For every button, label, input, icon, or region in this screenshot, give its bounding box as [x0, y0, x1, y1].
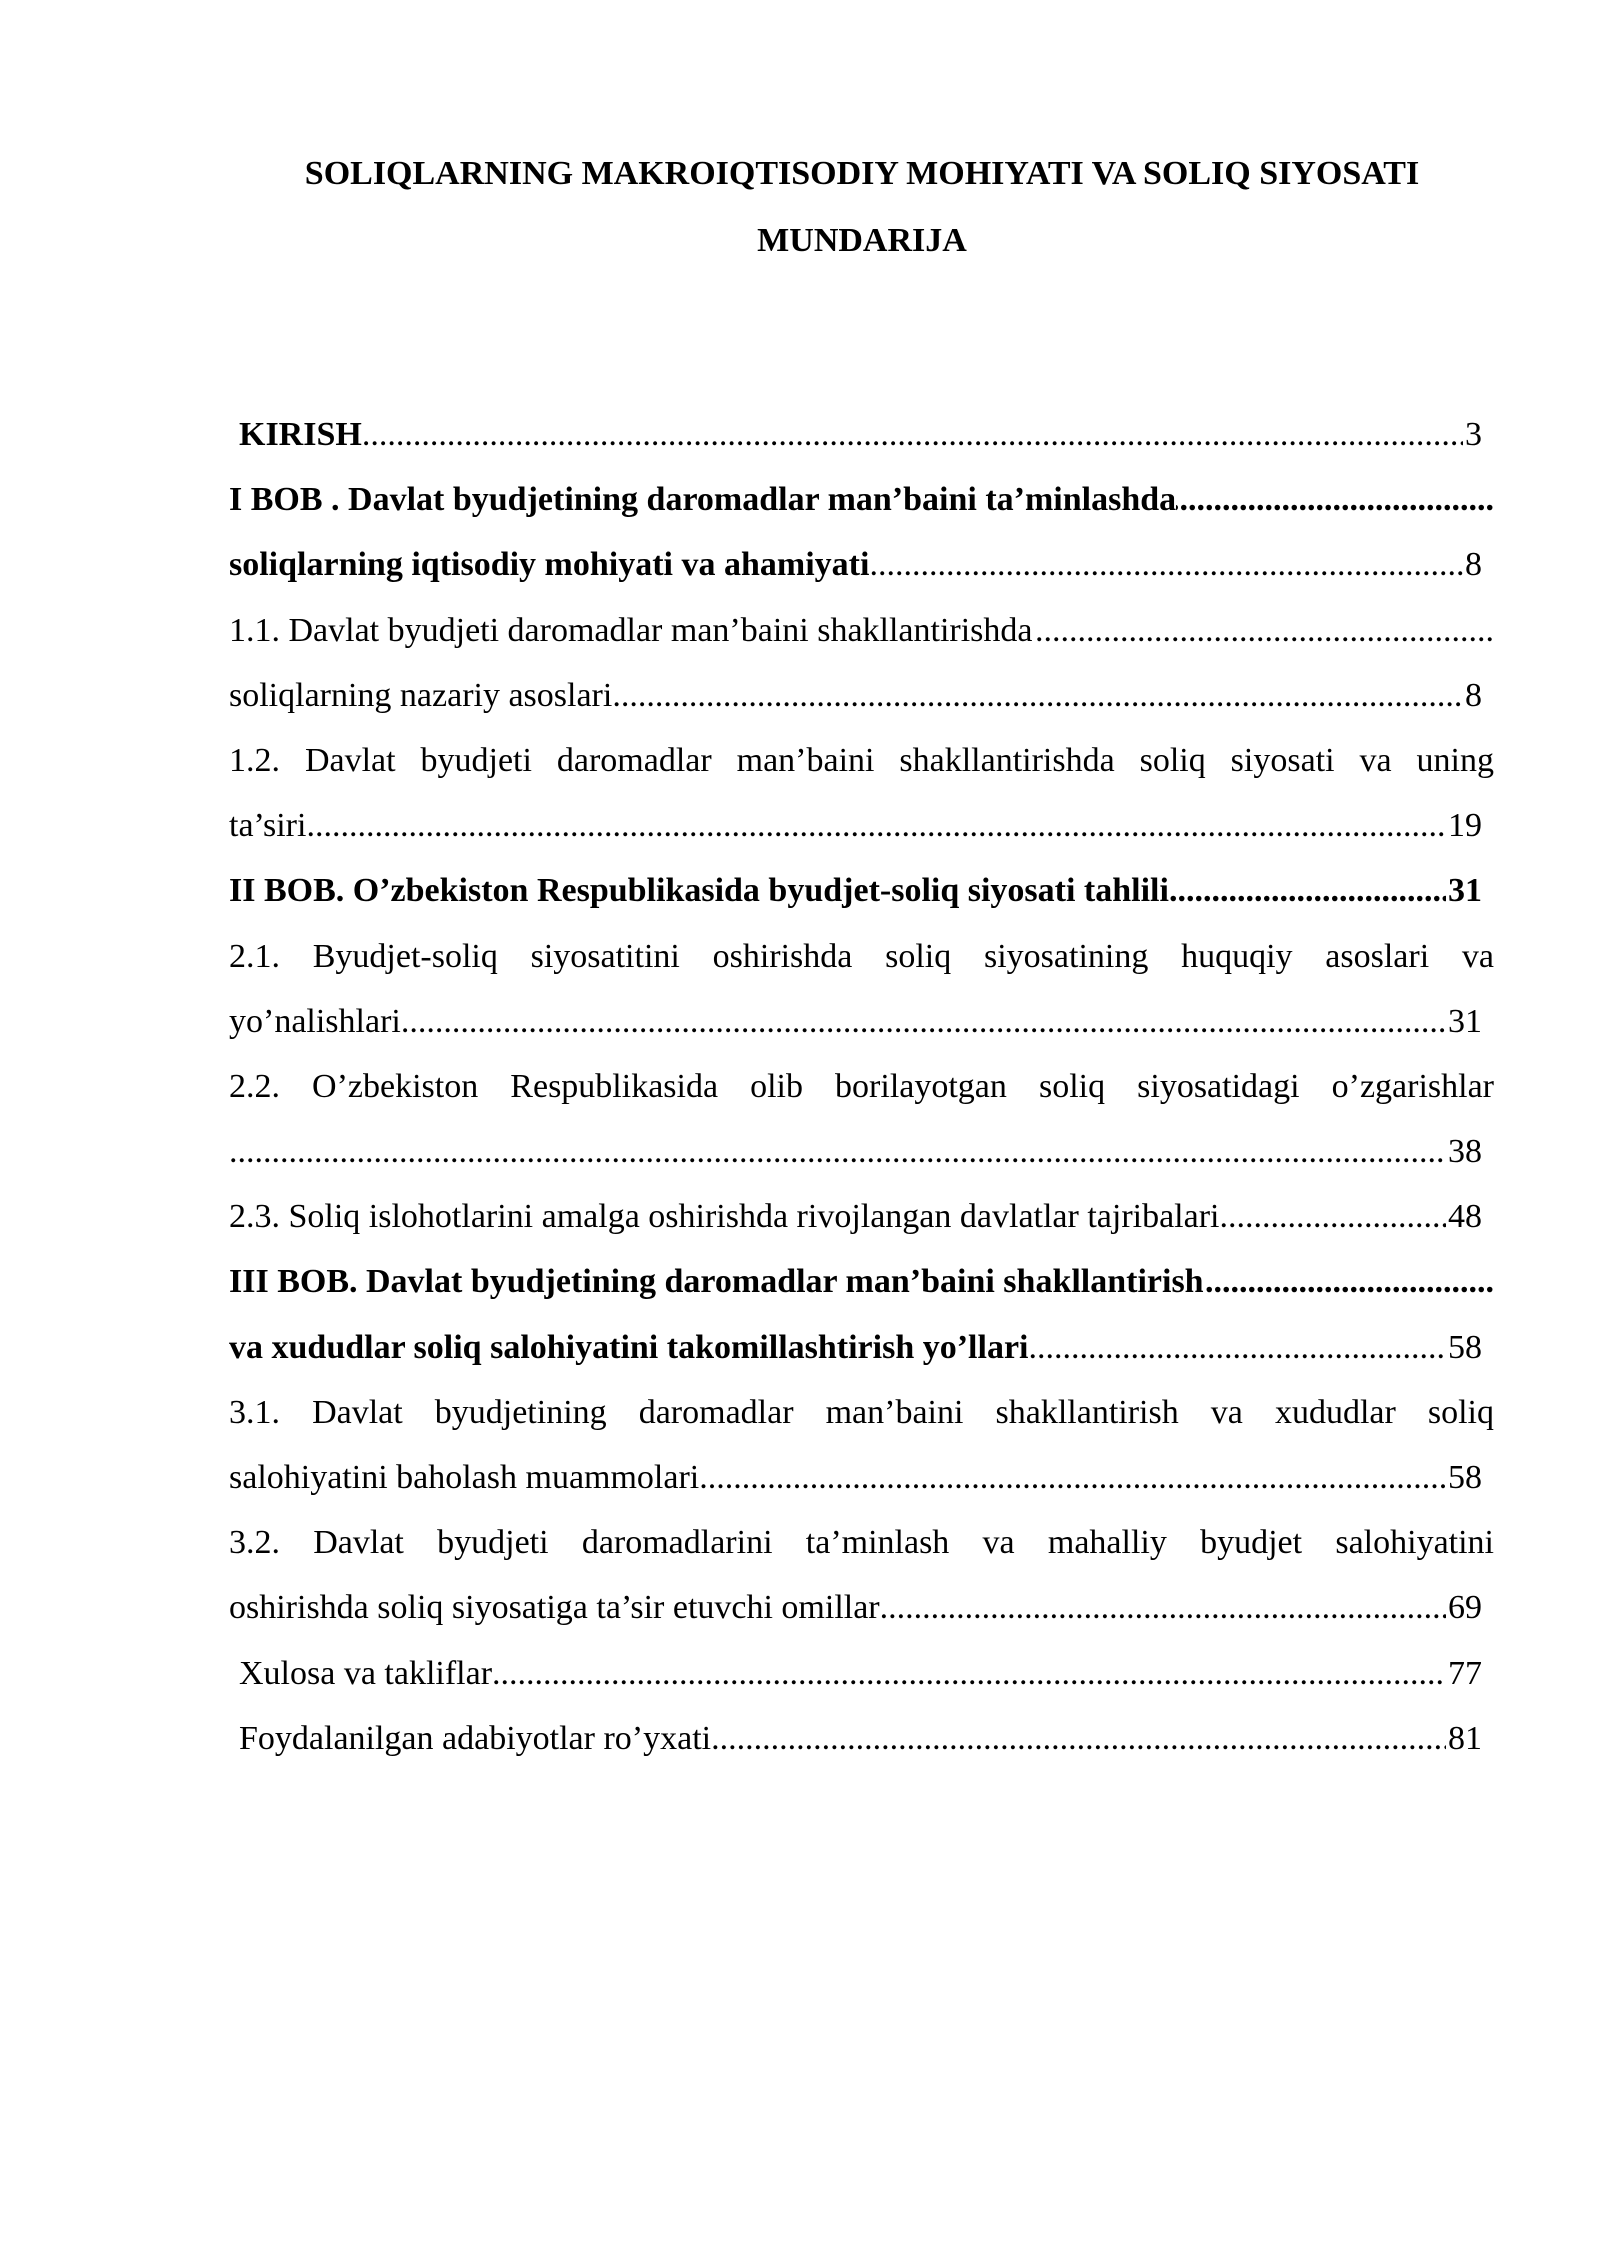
toc-entry-chapter-2[interactable]: [229, 868, 1494, 933]
toc-entry-text: soliqlarning iqtisodiy mohiyati va ahamiyati: [229, 546, 870, 584]
toc-page-number: 3: [1465, 416, 1482, 453]
toc-entry-text: III BOB. Davlat byudjetining daromadlar man’baini shakllantirish: [229, 1263, 1204, 1301]
toc-entry-section-2-1-line2[interactable]: [229, 999, 1494, 1064]
leader-dots: [869, 545, 1463, 585]
leader-dots: [1204, 1262, 1494, 1302]
toc-entry-conclusion[interactable]: [229, 1651, 1494, 1716]
toc-entry-section-1-2-line2[interactable]: [229, 803, 1494, 868]
leader-dots: [1219, 1197, 1446, 1237]
toc-page-number: 58: [1448, 1328, 1482, 1366]
leader-dots: [612, 676, 1463, 716]
document-title: SOLIQLARNING MAKROIQTISODIY MOHIYATI VA SOLIQ SIYOSATI: [304, 155, 1420, 192]
leader-dots: [699, 1458, 1446, 1498]
toc-entry-chapter-3-line2[interactable]: [229, 1325, 1494, 1390]
toc-page-number: 31: [1448, 872, 1482, 910]
toc-entry-text: I BOB . Davlat byudjetining daromadlar man’baini ta’minlashda: [229, 481, 1177, 519]
toc-entry-text: oshirishda soliq siyosatiga ta’sir etuvchi omillar: [229, 1589, 880, 1627]
toc-entry-text: 1.1. Davlat byudjeti daromadlar man’baini shakllantirishda: [229, 611, 1033, 649]
toc-page-number: 8: [1465, 546, 1482, 584]
leader-dots: [1028, 1328, 1446, 1368]
toc-entry-chapter-3-line1[interactable]: [229, 1259, 1494, 1324]
leader-dots: [711, 1719, 1446, 1759]
toc-entry-section-1-1-line1[interactable]: [229, 608, 1494, 673]
toc-entry-section-2-3[interactable]: [229, 1194, 1494, 1259]
toc-entry-text: KIRISH: [239, 416, 362, 453]
toc-entry-text: 3.1. Davlat byudjetining daromadlar man’baini shakllantirish va xududlar soliq: [229, 1393, 1494, 1431]
toc-entry-text: va xududlar soliq salohiyatini takomillashtirish yo’llari: [229, 1328, 1029, 1366]
toc-entry-kirish[interactable]: [229, 412, 1494, 477]
toc-entry-text: soliqlarning nazariy asoslari: [229, 676, 613, 714]
toc-page-number: 81: [1448, 1719, 1482, 1757]
leader-dots: [492, 1654, 1446, 1694]
toc-heading: MUNDARIJA: [757, 222, 967, 259]
toc-entry-section-3-2-line2[interactable]: [229, 1585, 1494, 1650]
toc-entry-text: salohiyatini baholash muammolari: [229, 1459, 700, 1496]
leader-dots: [1033, 611, 1495, 651]
toc-entry-text: 2.2. O’zbekiston Respublikasida olib borilayotgan soliq siyosatidagi o’zgarishlar: [229, 1067, 1494, 1105]
toc-page-number: 77: [1448, 1654, 1482, 1692]
toc-entry-text: 3.2. Davlat byudjeti daromadlarini ta’minlash va mahalliy byudjet salohiyatini: [229, 1524, 1494, 1562]
toc-entry-section-2-1-line1[interactable]: [229, 934, 1494, 999]
toc-page-number: 8: [1465, 676, 1482, 714]
toc-page-number: 19: [1448, 807, 1482, 845]
toc-page-number: 31: [1448, 1002, 1482, 1040]
toc-entry-chapter-1-line2[interactable]: [229, 542, 1494, 607]
toc-entry-section-2-2-line2[interactable]: [229, 1129, 1494, 1194]
leader-dots: [1176, 480, 1494, 520]
leader-dots: [880, 1588, 1446, 1628]
toc-entry-text: Foydalanilgan adabiyotlar ro’yxati: [239, 1719, 712, 1757]
toc-entry-section-1-1-line2[interactable]: [229, 673, 1494, 738]
toc-entry-section-3-2-line1[interactable]: [229, 1520, 1494, 1585]
leader-dots: [1169, 871, 1446, 911]
toc-page-number: 38: [1448, 1133, 1482, 1171]
toc-page-number: 58: [1448, 1459, 1482, 1496]
toc-entry-section-2-2-line1[interactable]: [229, 1064, 1494, 1129]
leader-dots: [306, 806, 1446, 846]
toc-entry-section-3-1-line1[interactable]: [229, 1390, 1494, 1455]
toc-entry-text: 2.3. Soliq islohotlarini amalga oshirishda rivojlangan davlatlar tajribalari: [229, 1198, 1220, 1236]
toc-entry-text: yo’nalishlari: [229, 1002, 401, 1040]
toc-entry-chapter-1-line1[interactable]: [229, 477, 1494, 542]
toc-entry-text: II BOB. O’zbekiston Respublikasida byudjet-soliq siyosati tahlili: [229, 872, 1169, 910]
toc-page-number: 48: [1448, 1198, 1482, 1236]
table-of-contents: [229, 412, 1494, 1781]
toc-entry-text: ta’siri: [229, 807, 307, 845]
toc-entry-section-1-2-line1[interactable]: [229, 738, 1494, 803]
toc-entry-text: Xulosa va takliflar: [239, 1654, 493, 1692]
leader-dots: [229, 1132, 1446, 1172]
toc-entry-text: 2.1. Byudjet-soliq siyosatitini oshirishda soliq siyosatining huquqiy asoslari va: [229, 937, 1494, 975]
toc-entry-references[interactable]: [229, 1716, 1494, 1781]
toc-page-number: 69: [1448, 1589, 1482, 1627]
toc-entry-section-3-1-line2[interactable]: [229, 1455, 1494, 1520]
leader-dots: [362, 415, 1463, 455]
leader-dots: [401, 1002, 1446, 1042]
toc-entry-text: 1.2. Davlat byudjeti daromadlar man’baini shakllantirishda soliq siyosati va uning: [229, 741, 1494, 779]
